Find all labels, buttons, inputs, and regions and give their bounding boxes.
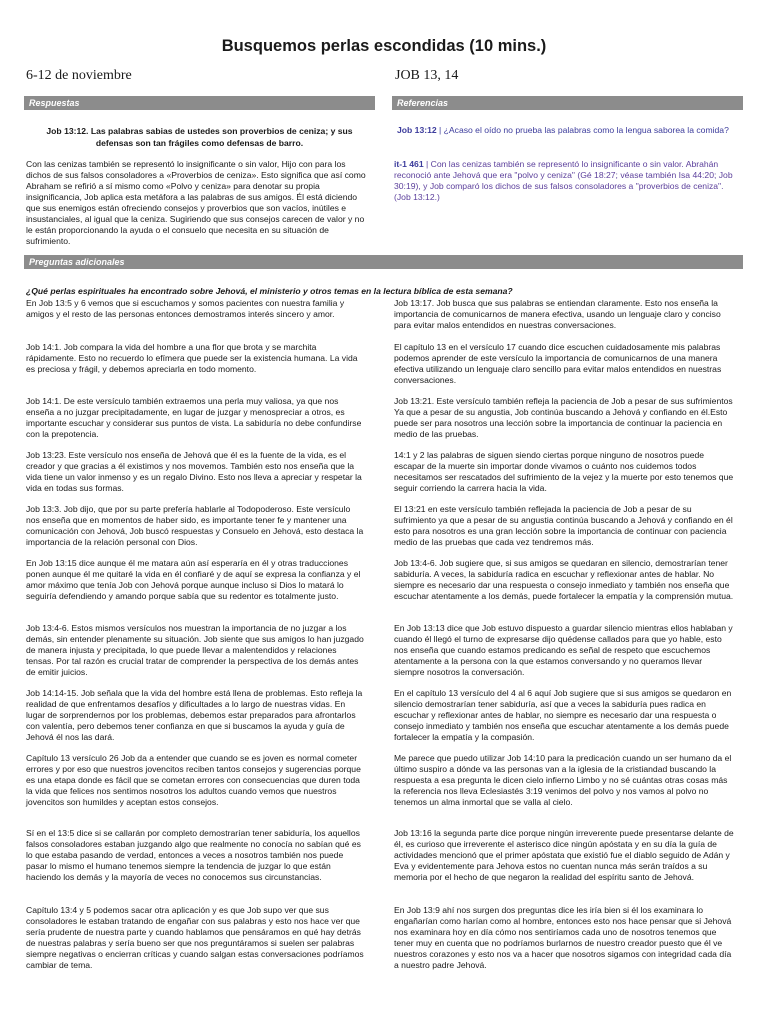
preguntas-adicionales-header: Preguntas adicionales (24, 255, 743, 269)
reference-1-link[interactable]: Job 13:12 (397, 125, 437, 135)
answer-right-4: 14:1 y 2 las palabras de siguen siendo ciertas porque ninguno de nosotros puede escapar de la muerte sin importar donde vivamos o cuánto nos cuidemos todos necesitamos ser rescatados del sufrimiento de la vejez y la muerte por esto tenemos que seguir corriendo la carrera hacia la vida. (394, 450, 734, 493)
reference-2 (394, 159, 734, 203)
answer-right-5: El 13:21 en este versículo también reflejada la paciencia de Job a pesar de su sufrimiento ya que a pesar de su angustia continúa buscando a Jehová y confiando en él esto para nosotros es una gran lección sobre la importancia de continuar con paciencia medio de las pruebas que cada vez tendremos más. (394, 504, 733, 547)
answer-right-9: Me parece que puedo utilizar Job 14:10 para la predicación cuando un ser humano da el último suspiro a dónde va las personas van a la iglesia de la cristiandad buscando la respuesta a esa pregunta le dicen cielo infierno Limbo y no sé cuántas otras cosas más la referencia nos lleva Eclesiastés 3:19 venimos del polvo y nos vamos al polvo no tenemos un alma inmortal que se valla al cielo. (394, 753, 732, 807)
answer-right-2: El capítulo 13 en el versículo 17 cuando dice escuchen cuidadosamente mis palabras podemos aprender de este versículo la importancia de comunicarnos de una manera efectiva utilizando un lenguaje claro sencillo para evitar malos entendidos en nuestras conversaciones. (394, 342, 722, 385)
reference-1-text: | ¿Acaso el oído no prueba las palabras como la lengua saborea la comida? (436, 125, 729, 135)
answer-left-8: Job 14:14-15. Job señala que la vida del hombre está llena de problemas. Esto refleja la realidad de que enfrentamos desafíos y dificultades a lo largo de nuestras vidas. En lugar de sorprendernos por los problemas, debemos estar preparados para afrontarlos con valentía, pero debemos tener confianza en que si buscamos la ayuda y guía de Jehová él nos las dará. (26, 688, 363, 742)
answer-left-11: Capítulo 13:4 y 5 podemos sacar otra aplicación y es que Job supo ver que sus consoladores le estaban tratando de engañar con sus palabras y esto nos hace ver que sería prudente de nuestra parte y cuando hablamos que pensáramos en qué hay detrás de nuestras palabras y sería bueno ser que nos preguntáramos si suelen ser palabras siempre negativas o encierran críticas y cuando salgan estas conversaciones podríamos cambiar de tema. (26, 905, 364, 970)
respuesta-verse: Job 13:12. Las palabras sabias de ustedes son proverbios de ceniza; y sus defensas son tan frágiles como defensas de barro. (46, 126, 353, 148)
answer-left-4: Job 13:23. Este versículo nos enseña de Jehová que él es la fuente de la vida, es el creador y que gracias a él existimos y nos movemos. También esto nos enseña que la vida tiene un valor inmenso y es un regalo Divino. Esto nos lleva a apreciar y respetar la vida en todas sus formas. (26, 450, 362, 493)
answer-right-11: En Job 13:9 ahí nos surgen dos preguntas dice les iría bien si él los examinara lo engañarían como harían como al hombre, entonces esto nos hace pensar que si Jehová nos examinara hoy en día cómo nos sentiríamos cada uno de nosotros tenemos que tener muy en cuenta que no podríamos burlarnos de nuestro creador puesto que él ve nuestros corazones y esto nos va a hacer que nosotros sigamos con integridad cada día a nuestro padre Jehová. (394, 905, 732, 970)
answer-right-1: Job 13:17. Job busca que sus palabras se entiendan claramente. Esto nos enseña la importancia de comunicarnos de manera efectiva, usando un lenguaje claro y conciso para evitar malos entendidos en nuestras conversaciones. (394, 298, 721, 330)
bible-reading: JOB 13, 14 (395, 68, 459, 83)
answer-left-10: Sí en el 13:5 dice si se callarán por completo demostrarían tener sabiduría, los aquellos falsos consoladores estaban juzgando algo que realmente no conocía no sabían qué es lo que estaba pasando de verdad, entonces a veces a nosotros también nos puede pasar lo mismo el humano tenemos siempre la tendencia de juzgar lo que están haciendo los demás y la mayoría de veces no conocemos sus circunstancias. (26, 828, 361, 882)
answer-right-7: En Job 13:13 dice que Job estuvo dispuesto a guardar silencio mientras ellos hablaban y cuando él llegó el turno de expresarse dijo quédense callados para que yo hable, esto nos enseña que cuando estamos predicando es señal de respeto que escuchemos atentamente a la persona con la que estamos conversando y no queramos llevar siempre nosotros la conversación. (394, 623, 733, 677)
answer-right-6: Job 13:4-6. Job sugiere que, si sus amigos se quedaran en silencio, demostrarían tener sabiduría. A veces, la sabiduría radica en escuchar y reflexionar antes de hablar. No siempre es necesario dar una respuesta o consejo inmediato y también nos enseña que escuchar atentamente a los demás, puede fortalecer la empatía y la comprensión mutua. (394, 558, 734, 601)
answer-left-6: En Job 13:15 dice aunque él me matara aún así esperaría en él y otras traducciones ponen aunque él me quitaré la vida en él confiaré y de aquí se expresa la confianza y el amor máximo que tenía Job con Jehová porque aunque incluso si Dios lo matará lo seguiría defendiendo y amando porque sabía que su redentor es totalmente justo. (26, 558, 361, 601)
reference-2-link[interactable]: it-1 461 (394, 159, 424, 169)
reference-2-text: | Con las cenizas también se representó lo insignificante o sin valor. Abrahán reconoció ante Jehová que era "polvo y ceniza" (Gé 18:27; véase también Isa 44:20; Job 30:19), y Job comparó los dichos de sus falsos consoladores a "proverbios de ceniza". (Job 13:12.) (394, 159, 733, 202)
answer-left-5: Job 13:3. Job dijo, que por su parte prefería hablarle al Todopoderoso. Este versículo nos enseña que en momentos de haber sido, es importante tener fe y mantener una comunicación con Jehová, Job buscó respuestas y Consuelo en Jehová, esto destaca la importancia de la relación personal con Dios. (26, 504, 364, 547)
respuesta-body: Con las cenizas también se representó lo insignificante o sin valor, Hijo con para los dichos de sus falsos consoladores a «Proverbios de ceniza». Esto significa que así como Abraham se refirió a sí mismo como «Polvo y ceniza» para denotar su propia insignificancia, Job aplica esta metáfora a las palabras de sus amigos. Él está diciendo que sus enemigos están ofreciendo consejos y proverbios que son vacíos, inútiles e insustanciales, al igual que la ceniza. Sugiriendo que sus consejos carecen de valor y no le están proporcionando la ayuda o el consuelo que necesita en su situación de sufrimiento. (26, 159, 366, 246)
answer-right-3: Job 13:21. Este versículo también refleja la paciencia de Job a pesar de sus sufrimientos Ya que a pesar de su angustia, Job continúa buscando a Jehová y confiando en él.Esto puede ser para nosotros una lección sobre la importancia de continuar la paciencia en medio de las pruebas. (394, 396, 733, 439)
additional-question: ¿Qué perlas espirituales ha encontrado sobre Jehová, el ministerio y otros temas en la lectura bíblica de esta semana? (26, 286, 513, 296)
answer-right-10: Job 13:16 la segunda parte dice porque ningún irreverente puede presentarse delante de él, es curioso que irreverente el asterisco dice ningún apóstata y en su día la guía de actividades mencionó que el primer apóstata que existió fue el diablo seguido de Adán y Eva y evidentemente para Jehova estos no cuentan nunca más serán traídos a su memoria por el hecho de que negaron la realidad del espíritu santo de Jehová. (394, 828, 734, 882)
week-date: 6-12 de noviembre (26, 68, 132, 83)
referencias-header: Referencias (392, 96, 743, 110)
answer-left-7: Job 13:4-6. Estos mismos versículos nos muestran la importancia de no juzgar a los demás, sin entender plenamente su situación. Job siente que sus amigos lo han juzgado de manera injusta y precipitada, lo que puede llevar a malentendidos y relaciones tensas. Por tal razón es crucial tratar de comprender la perspectiva de los demás antes de emitir juicios. (26, 623, 364, 677)
answer-left-3: Job 14:1. De este versículo también extraemos una perla muy valiosa, ya que nos enseña a no juzgar precipitadamente, en lugar de juzgar y menospreciar a otros, es importante escuchar y considerar sus puntos de vista. La sabiduría no debe confundirse con la prepotencia. (26, 396, 362, 439)
answer-left-2: Job 14:1. Job compara la vida del hombre a una flor que brota y se marchita rápidamente. Esto no recuerdo lo efímera que puede ser la existencia humana. La vida es preciosa y frágil, y debemos apreciarla en todo momento. (26, 342, 358, 374)
respuestas-header: Respuestas (24, 96, 375, 110)
answer-left-1: En Job 13:5 y 6 vemos que si escuchamos y somos pacientes con nuestra familia y amigos y el resto de las personas entonces demostramos interés sincero y amor. (26, 298, 345, 319)
page-title: Busquemos perlas escondidas (10 mins.) (221, 37, 547, 55)
reference-1 (397, 125, 742, 136)
answer-left-9: Capítulo 13 versículo 26 Job da a entender que cuando se es joven es normal cometer errores y por eso que nuestros jovencitos reciben tantos consejos y sugerencias porque es una etapa donde es fácil que se cometan errores con consecuencias que duren toda la vida que felices nos sentimos nosotros los adultos cuando vemos que nuestros jovencitos son humildes y aceptan estos consejos. (26, 753, 361, 807)
answer-right-8: En el capítulo 13 versículo del 4 al 6 aquí Job sugiere que si sus amigos se quedaron en silencio demostrarían tener sabiduría, así que a veces la sabiduría pues radica en escuchar y reflexionar antes de hablar, no siempre es necesario dar una respuesta o consejo inmediato y también nos enseña que escuchar atentamente a los demás puede fortalecer la empatía y la compasión. (394, 688, 732, 742)
